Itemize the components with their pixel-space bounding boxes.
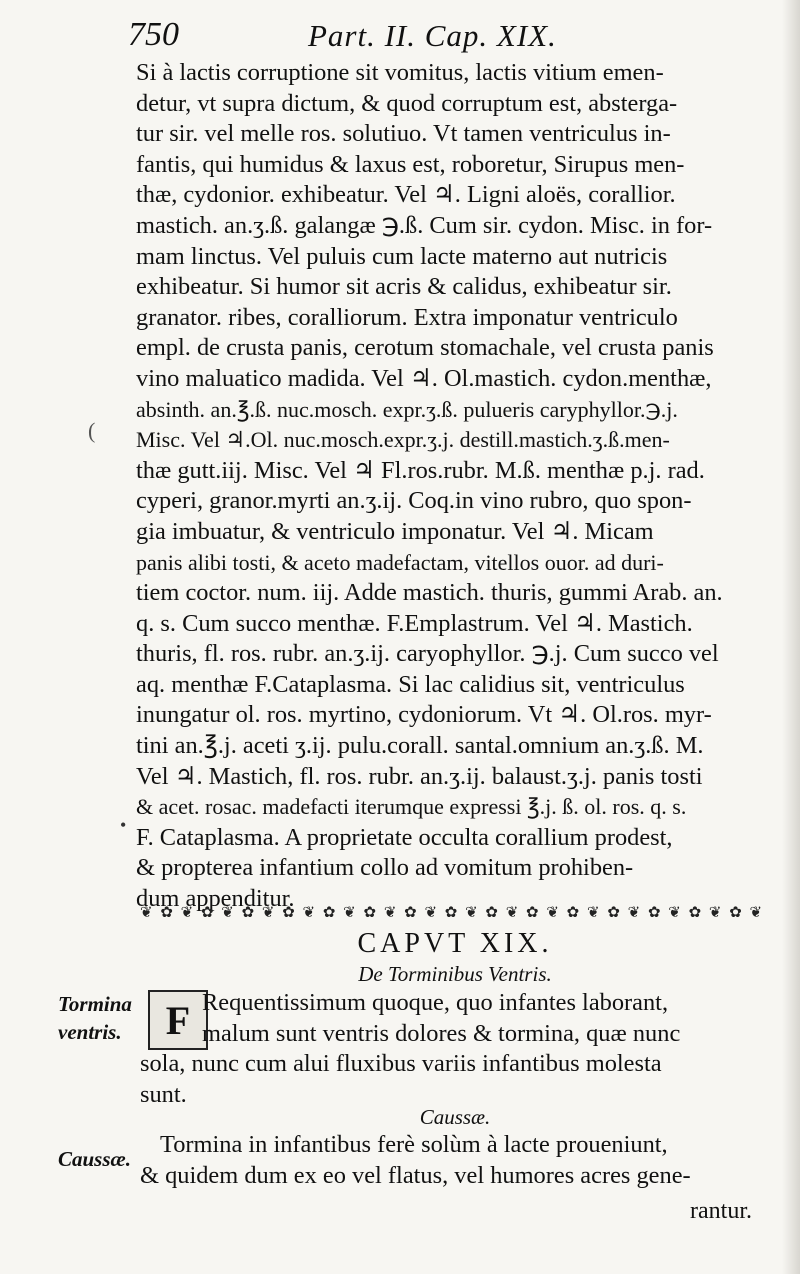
text-line: fantis, qui humidus & laxus est, roboretur, Sirupus men- xyxy=(136,150,685,178)
text-line: & quidem dum ex eo vel flatus, vel humores acres gene- xyxy=(140,1161,691,1189)
text-line: Misc. Vel ♃.Ol. nuc.mosch.expr.ʒ.j. destill.mastich.ʒ.ß.men- xyxy=(136,427,670,453)
text-line: malum sunt ventris dolores & tormina, quæ nunc xyxy=(202,1019,681,1047)
text-line: absinth. an.℥.ß. nuc.mosch. expr.ʒ.ß. pulueris caryphyllor.℈.j. xyxy=(136,396,678,422)
body-text xyxy=(136,58,770,915)
text-line: empl. de crusta panis, cerotum stomachale, vel crusta panis xyxy=(136,334,714,362)
text-line: q. s. Cum succo menthæ. F.Emplastrum. Vel ♃. Mastich. xyxy=(136,609,693,637)
text-line: tini an.℥.j. aceti ʒ.ij. pulu.corall. santal.omnium an.ʒ.ß. M. xyxy=(136,732,704,760)
catchword: rantur. xyxy=(690,1198,752,1224)
text-line: detur, vt supra dictum, & quod corruptum est, absterga- xyxy=(136,89,678,117)
text-line: gia imbuatur, & ventriculo imponatur. Vel ♃. Micam xyxy=(136,517,654,545)
margin-note-line: ventris. xyxy=(58,1020,122,1044)
page-edge-shadow xyxy=(782,0,800,1274)
text-line: Requentissimum quoque, quo infantes laborant, xyxy=(202,989,669,1016)
running-head xyxy=(128,16,768,56)
chapter-subtitle: De Torminibus Ventris. xyxy=(358,962,552,986)
text-line: exhibeatur. Si humor sit acris & calidus, exhibeatur sir. xyxy=(136,273,672,301)
text-line: Si à lactis corruptione sit vomitus, lactis vitium emen- xyxy=(136,59,664,86)
text-line: tur sir. vel melle ros. solutiuo. Vt tamen ventriculus in- xyxy=(136,120,671,148)
text-line: Vel ♃. Mastich, fl. ros. rubr. an.ʒ.ij. balaust.ʒ.j. panis tosti xyxy=(136,762,703,790)
text-line: Tormina in infantibus ferè solùm à lacte proueniunt, xyxy=(160,1131,668,1158)
text-line: aq. menthæ F.Cataplasma. Si lac calidius sit, ventriculus xyxy=(136,670,685,698)
margin-note-tormina xyxy=(58,990,132,1046)
section-heading: Caussæ. xyxy=(419,1105,491,1129)
drop-initial: F xyxy=(148,990,208,1050)
text-line: thæ, cydonior. exhibeatur. Vel ♃. Ligni aloës, corallior. xyxy=(136,181,676,209)
text-line: panis alibi tosti, & aceto madefactam, vitellos ouor. ad duri- xyxy=(136,549,664,575)
text-line: sunt. xyxy=(140,1080,187,1108)
text-line: tiem coctor. num. iij. Adde mastich. thuris, gummi Arab. an. xyxy=(136,579,723,607)
margin-note-caussae: Caussæ. xyxy=(58,1147,131,1171)
text-line: thuris, fl. ros. rubr. an.ʒ.ij. caryophyllor. ℈.j. Cum succo vel xyxy=(136,640,719,668)
text-line: granator. ribes, coralliorum. Extra imponatur ventriculo xyxy=(136,303,678,331)
running-title: Part. II. Cap. XIX. xyxy=(308,18,557,53)
text-line: thæ gutt.iij. Misc. Vel ♃ Fl.ros.rubr. M.ß. menthæ p.j. rad. xyxy=(136,456,705,484)
chapter-text xyxy=(140,988,770,1110)
ornament-rule: ❦ ✿ ❦ ✿ ❦ ✿ ❦ ✿ ❦ ✿ ❦ ✿ ❦ ✿ ❦ ✿ ❦ ✿ ❦ ✿ ❦ ✿ ❦ ✿ ❦ ✿ ❦ ✿ ❦ ✿ ❦ xyxy=(140,905,765,921)
text-line: dum appenditur. xyxy=(136,885,295,913)
page-number: 750 xyxy=(128,16,179,53)
text-line: vino maluatico madida. Vel ♃. Ol.mastich. cydon.menthæ, xyxy=(136,364,712,392)
text-line: & propterea infantium collo ad vomitum prohiben- xyxy=(136,854,634,882)
text-line: & acet. rosac. madefacti iterumque expressi ℥.j. ß. ol. ros. q. s. xyxy=(136,794,687,820)
chapter-heading: CAPVT XIX. xyxy=(357,928,553,959)
text-line: sola, nunc cum alui fluxibus variis infantibus molesta xyxy=(140,1050,662,1078)
margin-note-line: Tormina xyxy=(58,992,132,1016)
causae-text xyxy=(140,1130,770,1191)
bullet-mark: • xyxy=(120,815,127,835)
pencil-mark: ( xyxy=(88,418,96,443)
text-line: cyperi, granor.myrti an.ʒ.ij. Coq.in vino rubro, quo spon- xyxy=(136,487,692,515)
text-line: mam linctus. Vel puluis cum lacte materno aut nutricis xyxy=(136,242,668,270)
text-line: mastich. an.ʒ.ß. galangæ ℈.ß. Cum sir. cydon. Misc. in for- xyxy=(136,211,713,239)
text-line: inungatur ol. ros. myrtino, cydoniorum. Vt ♃. Ol.ros. myr- xyxy=(136,701,712,729)
text-line: F. Cataplasma. A proprietate occulta corallium prodest, xyxy=(136,823,673,851)
